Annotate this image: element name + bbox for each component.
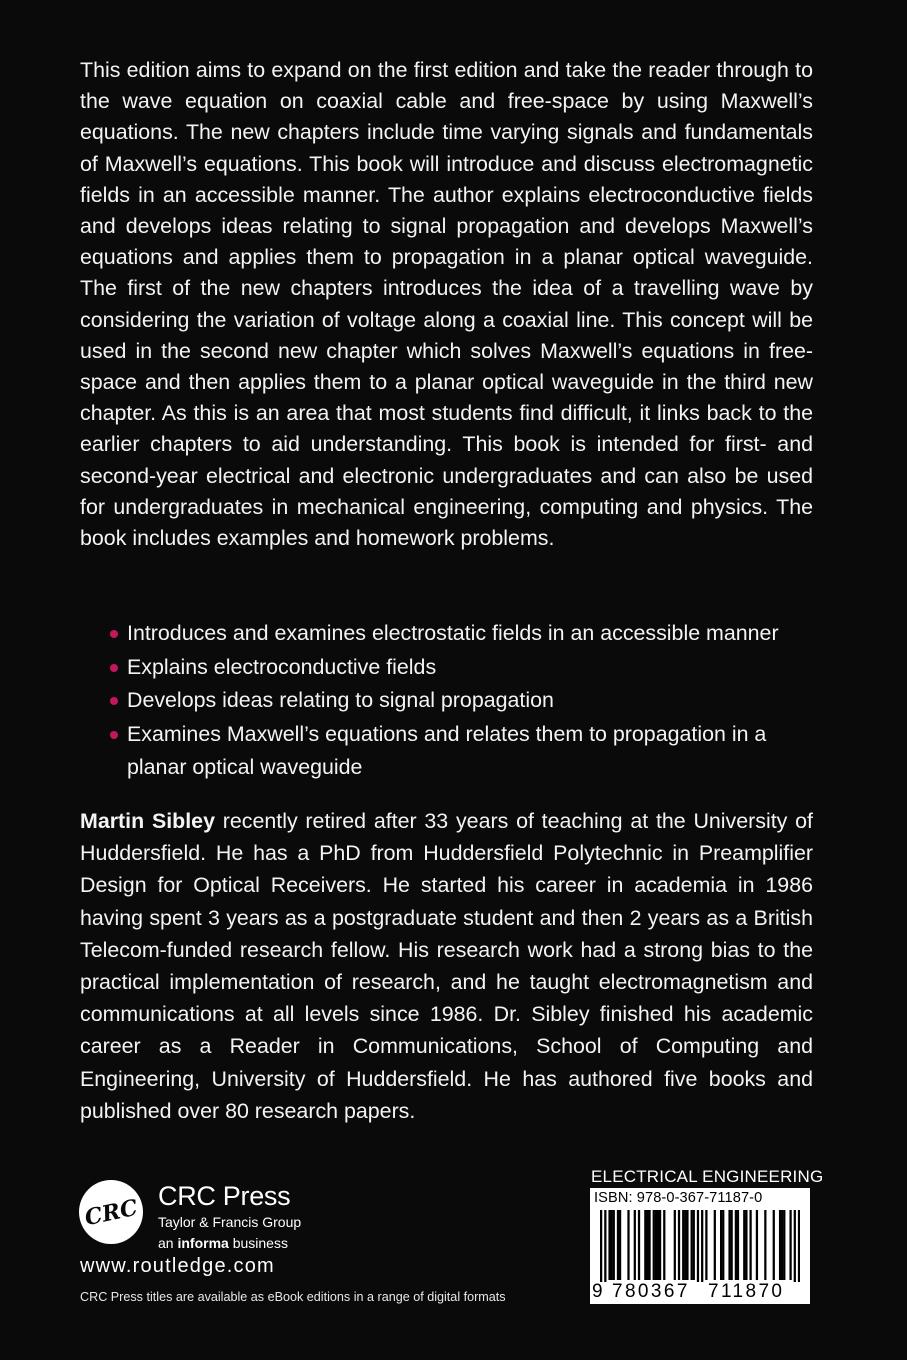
- publisher-url[interactable]: www.routledge.com: [80, 1255, 275, 1277]
- barcode-bar: [686, 1210, 688, 1280]
- barcode-bar: [613, 1210, 615, 1280]
- barcode-bar: [714, 1210, 716, 1280]
- barcode-bar: [779, 1210, 781, 1280]
- barcode-bar: [619, 1210, 621, 1280]
- barcode-bars: [600, 1210, 800, 1282]
- barcode-bar: [627, 1210, 629, 1280]
- isbn-label: ISBN: 978-0-367-71187-0: [594, 1190, 763, 1206]
- feature-item: [106, 718, 821, 785]
- barcode-bar: [646, 1210, 648, 1280]
- barcode-digit-lead: 9: [592, 1281, 603, 1302]
- barcode-bar: [697, 1210, 699, 1282]
- feature-text: Introduces and examines electrostatic fields in an accessible manner: [127, 621, 779, 645]
- barcode-bar: [655, 1210, 657, 1280]
- feature-item: [106, 684, 821, 718]
- crc-logo-text: CRC: [82, 1194, 140, 1232]
- barcode-bar: [722, 1210, 724, 1280]
- barcode-bar: [600, 1210, 602, 1282]
- bullet-dot-icon: [110, 630, 118, 638]
- publisher-parent-suffix: business: [228, 1235, 288, 1251]
- barcode-bar: [764, 1210, 766, 1280]
- isbn-barcode: [590, 1188, 810, 1304]
- feature-item: [106, 617, 821, 651]
- barcode-digit-group-right: 711870: [708, 1281, 785, 1302]
- barcode-bar: [611, 1210, 613, 1280]
- barcode-bar: [728, 1210, 730, 1280]
- publisher-parent: [158, 1234, 288, 1252]
- feature-item: [106, 651, 821, 685]
- barcode-bar: [608, 1210, 610, 1280]
- barcode-bar: [705, 1210, 707, 1280]
- publisher-group: Taylor & Francis Group: [158, 1214, 302, 1230]
- bullet-dot-icon: [110, 697, 118, 705]
- barcode-bar: [674, 1210, 676, 1280]
- barcode-bar: [737, 1210, 739, 1280]
- barcode-digits: [590, 1281, 810, 1303]
- barcode-bar: [648, 1210, 650, 1280]
- barcode-bar: [659, 1210, 661, 1280]
- publisher-name: CRC Press: [158, 1181, 291, 1211]
- barcode-bar: [735, 1210, 737, 1280]
- barcode-bar: [749, 1210, 751, 1280]
- barcode-bar: [644, 1210, 646, 1280]
- barcode-bar: [794, 1210, 796, 1282]
- feature-list: [106, 617, 821, 785]
- barcode-bar: [773, 1210, 775, 1280]
- barcode-bar: [638, 1210, 640, 1280]
- barcode-bar: [731, 1210, 733, 1280]
- barcode-bar: [617, 1210, 619, 1280]
- subject-category: ELECTRICAL ENGINEERING: [591, 1167, 824, 1186]
- ebook-note: CRC Press titles are available as eBook editions in a range of digital formats: [80, 1290, 506, 1304]
- barcode-bar: [678, 1210, 680, 1280]
- author-name: Martin Sibley: [80, 809, 215, 833]
- barcode-bar: [653, 1210, 655, 1280]
- barcode-bar: [781, 1210, 783, 1280]
- barcode-bar: [789, 1210, 791, 1280]
- barcode-bar: [783, 1210, 785, 1280]
- barcode-bar: [693, 1210, 695, 1280]
- feature-text: Explains electroconductive fields: [127, 654, 437, 679]
- barcode-bar: [720, 1210, 722, 1280]
- bullet-dot-icon: [110, 731, 118, 739]
- barcode-bar: [756, 1210, 758, 1280]
- publisher-parent-name: informa: [177, 1235, 229, 1251]
- barcode-bar: [701, 1210, 703, 1282]
- author-bio: [80, 805, 813, 1127]
- book-description: This edition aims to expand on the first edition and take the reader through to the wave equation on coaxial cable and free-space by using Maxwell’s equations. The new chapters include time varying signals and fundamentals of Maxwell’s equations. This book will introduce and discuss electromagnetic fields in an accessible manner. The author explains electroconductive fields and develops ideas relating to signal propagation and develops Maxwell’s equations and applies them to propagation in a planar optical waveguide. The first of the new chapters introduces the idea of a travelling wave by considering the variation of voltage along a coaxial line. This concept will be used in the second new chapter which solves Maxwell’s equations in free-space and then applies them to a planar optical waveguide in the third new chapter. As this is an area that most students find difficult, it links back to the earlier chapters to aid understanding. This book is intended for first- and second-year electrical and electronic undergraduates and can also be used for undergraduates in mechanical engineering, computing and physics. The book includes examples and homework problems.: [80, 58, 813, 551]
- barcode-bar: [604, 1210, 606, 1282]
- feature-text: Develops ideas relating to signal propagation: [127, 688, 554, 713]
- crc-logo-graphic: [79, 1180, 143, 1244]
- barcode-bar: [682, 1210, 684, 1280]
- barcode-bar: [691, 1210, 693, 1280]
- barcode-bar: [663, 1210, 665, 1280]
- feature-text: Examines Maxwell’s equations and relates them to propagation in a planar optical waveguide: [127, 721, 767, 780]
- barcode-bar: [634, 1210, 636, 1280]
- barcode-bar: [657, 1210, 659, 1280]
- bullet-dot-icon: [110, 664, 118, 672]
- barcode-bar: [684, 1210, 686, 1280]
- crc-logo-icon: [79, 1180, 143, 1244]
- barcode-bar: [743, 1210, 745, 1280]
- barcode-bar: [798, 1210, 800, 1282]
- barcode-digit-group-left: 780367: [612, 1281, 690, 1302]
- publisher-parent-prefix: an: [158, 1235, 178, 1251]
- barcode-bar: [745, 1210, 747, 1280]
- author-bio-text: recently retired after 33 years of teaching at the University of Huddersfield. He has a PhD from Huddersfield Polytechnic in Preamplifier Design for Optical Receivers. He started his career in academia in 1986 having spent 3 years as a postgraduate student and then 2 years as a British Telecom-funded research fellow. His research work had a strong bias to the practical implementation of research, and he taught electromagnetism and communications at all levels since 1986. Dr. Sibley finished his academic career as a Reader in Communications, School of Computing and Engineering, University of Huddersfield. He has authored five books and published over 80 research papers.: [80, 809, 813, 1123]
